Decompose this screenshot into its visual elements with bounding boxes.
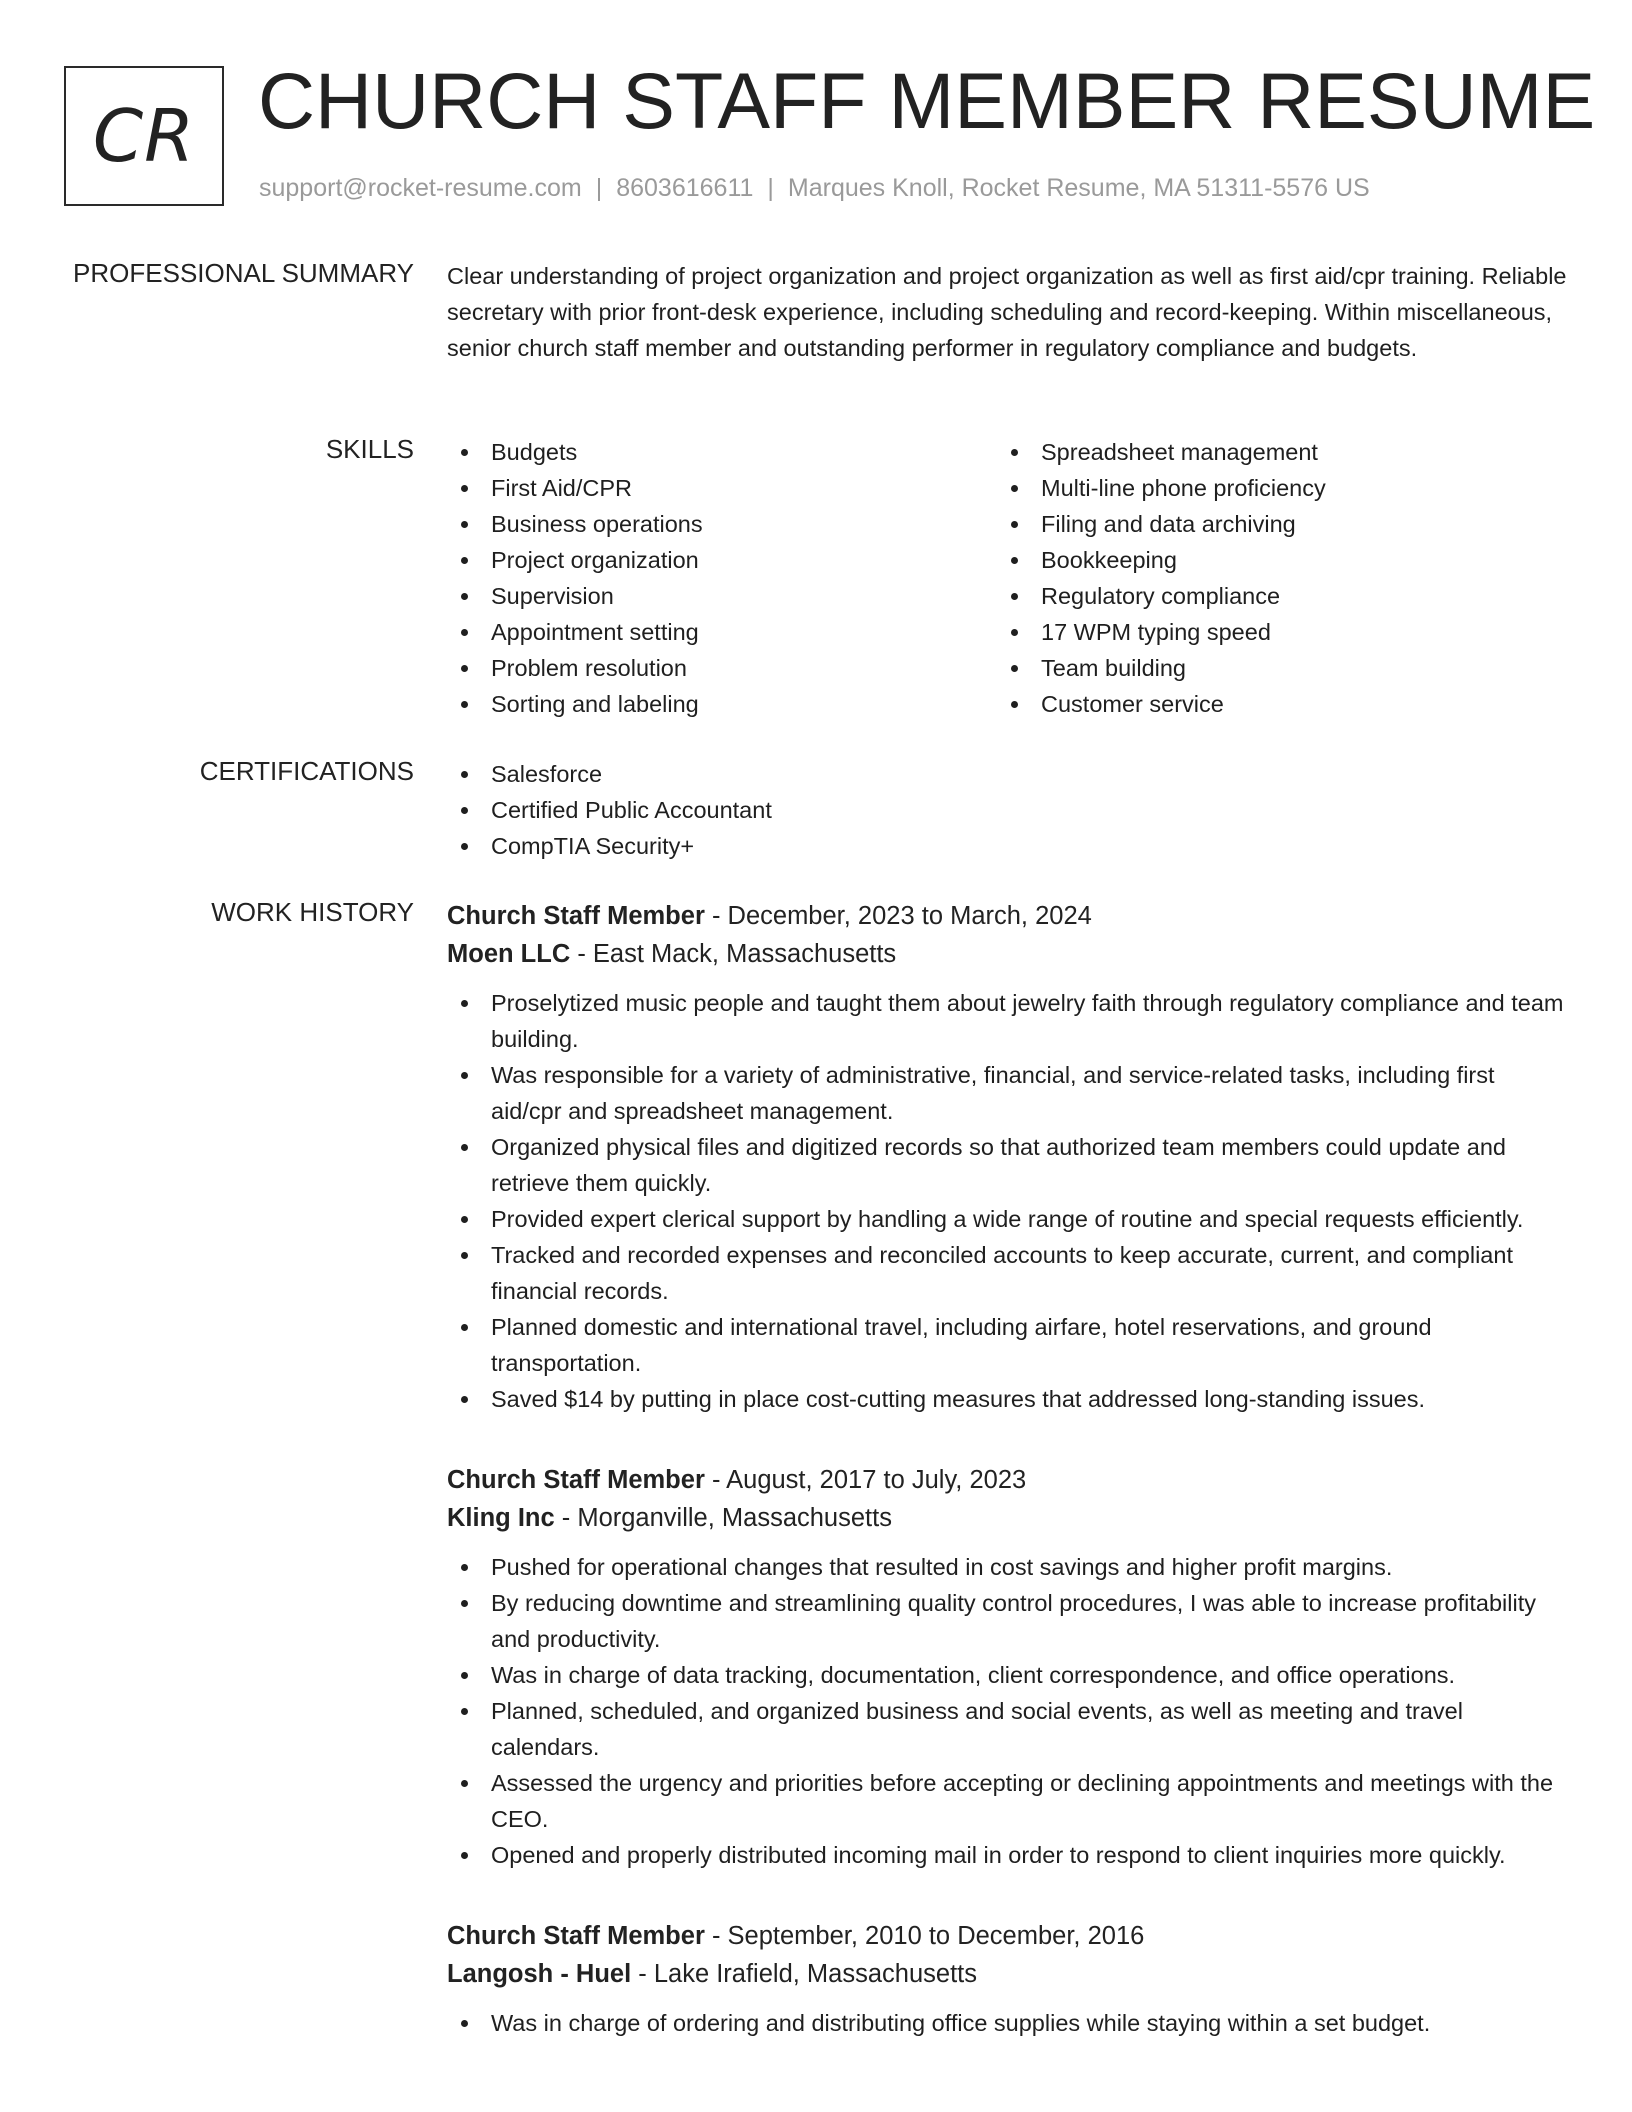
skill-item: Spreadsheet management [997,434,1547,470]
skill-item: Problem resolution [447,650,997,686]
job-entry [447,1917,1567,2041]
job-entry [447,897,1567,1417]
certification-item: CompTIA Security+ [447,828,1567,864]
job-duty-item: Provided expert clerical support by handling a wide range of routine and special requests efficiently. [447,1201,1567,1237]
certifications-body [447,756,1567,864]
job-duty-item: Was in charge of data tracking, documentation, client correspondence, and office operations. [447,1657,1567,1693]
work-history-body [447,897,1567,2041]
skill-item: Budgets [447,434,997,470]
skill-item: Appointment setting [447,614,997,650]
contact-address: Marques Knoll, Rocket Resume, MA 51311-5576 US [787,174,1370,202]
job-company: Kling Inc [447,1504,555,1532]
job-company-line [447,1499,1567,1537]
certifications-heading: CERTIFICATIONS [199,756,414,786]
skill-item: First Aid/CPR [447,470,997,506]
job-duty-item: Tracked and recorded expenses and reconciled accounts to keep accurate, current, and compliant financial records. [447,1237,1567,1309]
skill-item: Bookkeeping [997,542,1547,578]
skills-heading: SKILLS [325,434,414,464]
job-location: - Lake Irafield, Massachusetts [631,1960,977,1988]
contact-phone: 8603616611 [616,174,754,202]
job-title: Church Staff Member [447,1466,705,1494]
certification-item: Certified Public Accountant [447,792,1567,828]
job-company: Moen LLC [447,940,571,968]
contact-email: support@rocket-resume.com [259,174,582,202]
job-location: - East Mack, Massachusetts [570,940,897,968]
job-duty-item: Opened and properly distributed incoming mail in order to respond to client inquiries more quickly. [447,1837,1567,1873]
job-duty-item: By reducing downtime and streamlining quality control procedures, I was able to increase profitability and productivity. [447,1585,1567,1657]
work-history-heading: WORK HISTORY [211,897,414,927]
certification-item: Salesforce [447,756,1567,792]
skills-list-left [447,434,997,722]
job-duty-item: Proselytized music people and taught them about jewelry faith through regulatory compliance and team building. [447,985,1567,1057]
monogram-logo: CR [64,66,224,206]
job-dates: - August, 2017 to July, 2023 [704,1466,1027,1494]
job-dates: - September, 2010 to December, 2016 [704,1922,1145,1950]
job-company-line [447,1955,1567,1993]
job-title-line [447,897,1567,935]
job-duties-list [447,1549,1567,1873]
job-dates: - December, 2023 to March, 2024 [704,902,1092,930]
job-duty-item: Was responsible for a variety of administrative, financial, and service-related tasks, including first aid/cpr and spreadsheet management. [447,1057,1567,1129]
skills-list-right [997,434,1547,722]
skill-item: Project organization [447,542,997,578]
skill-item: Multi-line phone proficiency [997,470,1547,506]
certifications-list [447,756,1567,864]
contact-separator: | [767,174,774,202]
job-duty-item: Planned, scheduled, and organized business and social events, as well as meeting and travel calendars. [447,1693,1567,1765]
skill-item: Sorting and labeling [447,686,997,722]
skill-item: 17 WPM typing speed [997,614,1547,650]
contact-separator: | [595,174,603,202]
job-duty-item: Assessed the urgency and priorities before accepting or declining appointments and meetings with the CEO. [447,1765,1567,1837]
contact-line [259,174,1370,203]
job-title-line [447,1461,1567,1499]
job-duty-item: Organized physical files and digitized records so that authorized team members could update and retrieve them quickly. [447,1129,1567,1201]
job-title: Church Staff Member [447,902,705,930]
job-company-line [447,935,1567,973]
summary-heading: PROFESSIONAL SUMMARY [73,258,414,288]
job-company: Langosh - Huel [447,1960,632,1988]
skill-item: Supervision [447,578,997,614]
job-duty-item: Saved $14 by putting in place cost-cutting measures that addressed long-standing issues. [447,1381,1567,1417]
skills-body [447,434,1567,722]
skill-item: Business operations [447,506,997,542]
job-duty-item: Planned domestic and international travel, including airfare, hotel reservations, and ground transportation. [447,1309,1567,1381]
job-duties-list [447,985,1567,1417]
summary-text: Clear understanding of project organization and project organization as well as first aid/cpr training. Reliable secretary with prior front-desk experience, including scheduling and record-keeping. Within miscellaneous, senior church staff member and outstanding performer in regulatory compliance and budgets. [447,263,1567,361]
job-location: - Morganville, Massachusetts [554,1504,892,1532]
skill-item: Team building [997,650,1547,686]
skill-item: Regulatory compliance [997,578,1547,614]
job-title: Church Staff Member [447,1922,705,1950]
job-duties-list [447,2005,1567,2041]
summary-body [447,258,1567,366]
skill-item: Customer service [997,686,1547,722]
job-title-line [447,1917,1567,1955]
skill-item: Filing and data archiving [997,506,1547,542]
job-duty-item: Was in charge of ordering and distributing office supplies while staying within a set budget. [447,2005,1567,2041]
job-entry [447,1461,1567,1873]
job-duty-item: Pushed for operational changes that resulted in cost savings and higher profit margins. [447,1549,1567,1585]
page-title: CHURCH STAFF MEMBER RESUME [258,56,1596,145]
